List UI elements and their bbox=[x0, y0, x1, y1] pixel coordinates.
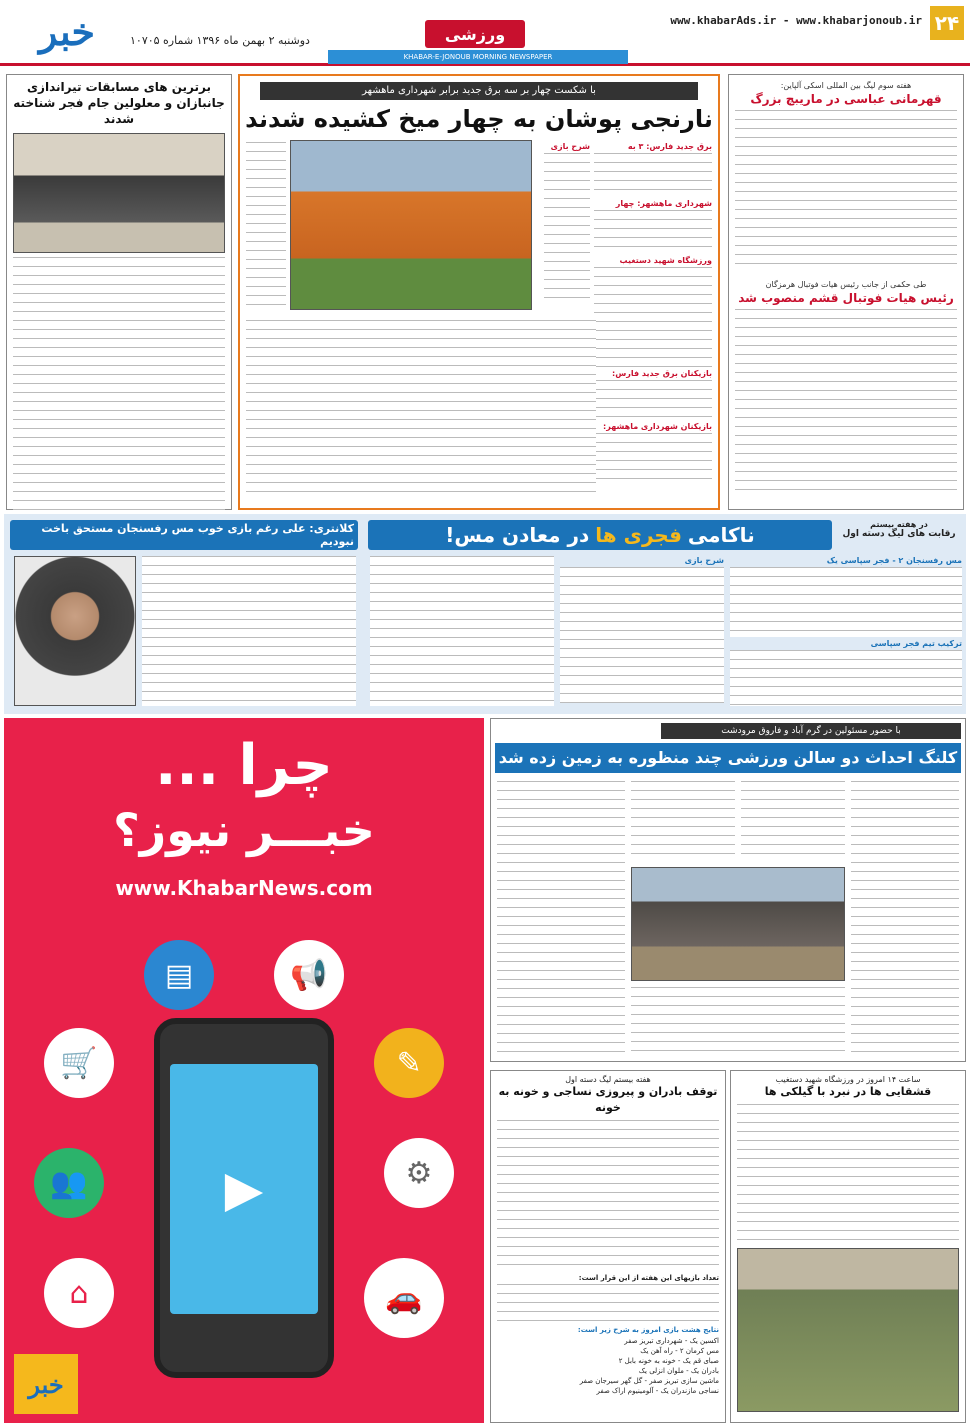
sub-players-fars: بازیکنان برق جدید فارس: bbox=[612, 369, 712, 378]
qashqai-title: قشقایی ها در نبرد با گیلکی ها bbox=[764, 1085, 932, 1098]
cart-icon: 🛒 bbox=[44, 1028, 114, 1098]
center-body bbox=[246, 320, 596, 500]
qashqai-article bbox=[730, 1070, 966, 1423]
qeshm-title: رئیس هیات فوتبال قشم منصوب شد bbox=[738, 291, 954, 305]
result-item: ماشین سازی تبریز صفر - گل گهر سیرجان صفر bbox=[579, 1377, 719, 1385]
left-top-body bbox=[13, 257, 225, 521]
sub-match-desc: شرح بازی bbox=[550, 142, 590, 151]
people-icon: 👥 bbox=[34, 1148, 104, 1218]
center-headline: نارنجی پوشان به چهار میخ کشیده شدند bbox=[245, 105, 713, 133]
band-label1: در هفته بیستم bbox=[870, 520, 928, 529]
qashqai-body bbox=[737, 1104, 959, 1244]
page-number: ۲۴ bbox=[930, 6, 964, 40]
band-mid-col bbox=[560, 556, 724, 708]
result-item: نساجی مازندران یک - آلومینیوم اراک صفر bbox=[596, 1387, 719, 1395]
groundbreaking-title: کلنگ احداث دو سالن ورزشی چند منظوره به زمین زده شد bbox=[495, 743, 961, 773]
results-body bbox=[497, 1120, 719, 1270]
center-top-article bbox=[238, 74, 720, 510]
groundbreaking-photo bbox=[631, 867, 845, 981]
match-photo bbox=[737, 1248, 959, 1412]
result-item: بادران یک - ملوان انزلی یک bbox=[638, 1367, 719, 1375]
center-mid-col bbox=[544, 142, 590, 312]
websites[interactable]: www.khabarAds.ir - www.khabarjonoub.ir bbox=[670, 14, 922, 27]
qeshm-body bbox=[735, 309, 957, 493]
megaphone-icon: 📢 bbox=[274, 940, 344, 1010]
band-sub3: شرح بازی bbox=[684, 556, 724, 565]
qashqai-kicker: ساعت ۱۴ امروز در ورزشگاه شهید دستغیب bbox=[775, 1075, 921, 1084]
newspaper-logo: خبر bbox=[39, 9, 95, 54]
center-right-col bbox=[594, 142, 712, 502]
qeshm-kicker: طی حکمی از جانب رئیس هیات فوتبال هرمزگان bbox=[765, 280, 927, 289]
band-right-col bbox=[730, 556, 962, 708]
result-item: اکسین یک - شهرداری تبریز صفر bbox=[624, 1337, 719, 1345]
ad-line2: خبـــر نیوز؟ bbox=[113, 803, 375, 857]
newspaper-icon: ▤ bbox=[144, 940, 214, 1010]
team-photo bbox=[290, 140, 532, 310]
groundbreaking-kicker: با حضور مسئولین در گرم آباد و فاروق مرودشت bbox=[661, 723, 961, 739]
sub-mahshahr: شهرداری ماهشهر: چهار bbox=[615, 199, 712, 208]
left-top-article bbox=[6, 74, 232, 510]
sub-players-mahshahr: بازیکنان شهرداری ماهشهر: bbox=[603, 422, 712, 431]
band-left-title: کلانتری: علی رغم بازی خوب مس رفسنجان مستحق باخت نبودیم bbox=[10, 520, 358, 550]
shooting-winners-photo bbox=[13, 133, 225, 253]
league-results-article bbox=[490, 1070, 726, 1423]
band-sub2: ترکیب تیم فجر سپاسی bbox=[870, 639, 962, 648]
section-label: ورزشی bbox=[425, 20, 525, 48]
band-headline-a: ناکامی bbox=[687, 523, 755, 547]
home-icon: ⌂ bbox=[44, 1258, 114, 1328]
groundbreaking-article bbox=[490, 718, 966, 1062]
right-top-articles bbox=[728, 74, 964, 510]
ad-line1: چرا ... bbox=[155, 733, 333, 798]
band-sub1: مس رفسنجان ۲ - فجر سپاسی یک bbox=[826, 556, 962, 565]
band-body bbox=[370, 556, 554, 706]
center-kicker: با شکست چهار بر سه برق جدید برابر شهرداری ماهشهر bbox=[260, 82, 698, 100]
ski-title: قهرمانی عباسی در ماریبچ بزرگ bbox=[750, 92, 942, 106]
play-icon: ▶ bbox=[170, 1064, 318, 1314]
ski-body bbox=[735, 110, 957, 270]
sub-score: برق جدید فارس: ۳ به bbox=[627, 142, 712, 151]
results-title: توقف بادران و پیروزی نساجی و خونه به خونه bbox=[498, 1085, 718, 1114]
khabarnews-ad[interactable] bbox=[4, 718, 484, 1423]
result-item: مس کرمان ۲ - راه آهن یک bbox=[640, 1347, 719, 1355]
result-item: صبای قم یک - خونه به خونه بابل ۲ bbox=[618, 1357, 719, 1365]
news-paper-icon: ✎ bbox=[374, 1028, 444, 1098]
results-kicker: هفته بیستم لیگ دسته اول bbox=[565, 1075, 651, 1084]
band-headline bbox=[368, 520, 832, 550]
band-left-body bbox=[142, 556, 356, 706]
band-headline-c: در معادن مس! bbox=[445, 523, 590, 547]
smartphone-graphic bbox=[154, 1018, 334, 1378]
band-label2: رقابت های لیگ دسته اول bbox=[842, 529, 956, 539]
left-top-title: برترین های مسابقات تیراندازی جانبازان و معلولین جام فجر شناخته شدند bbox=[13, 80, 225, 126]
ski-kicker: هفته سوم لیگ بین المللی اسکی آلپاین: bbox=[780, 81, 912, 90]
date-issue: دوشنبه ۲ بهمن ماه ۱۳۹۶ شماره ۱۰۷۰۵ bbox=[130, 34, 310, 47]
coach-photo bbox=[14, 556, 136, 706]
results-sub2: نتایج هشت بازی امروز به شرح زیر است: bbox=[577, 1326, 719, 1334]
sub-stadium: ورزشگاه شهید دستغیب bbox=[619, 256, 712, 265]
gear-icon: ⚙ bbox=[384, 1138, 454, 1208]
band-headline-b: فجری ها bbox=[595, 523, 682, 547]
car-icon: 🚗 bbox=[364, 1258, 444, 1338]
ad-logo: خبر bbox=[14, 1354, 78, 1414]
band-label bbox=[834, 520, 964, 550]
results-list bbox=[497, 1336, 719, 1396]
results-sub1: تعداد بازیهای این هفته از این قرار است: bbox=[578, 1274, 719, 1282]
masthead: KHABAR-E-JONOUB MORNING NEWSPAPER bbox=[328, 50, 628, 64]
ad-url[interactable]: www.KhabarNews.com bbox=[115, 876, 373, 900]
